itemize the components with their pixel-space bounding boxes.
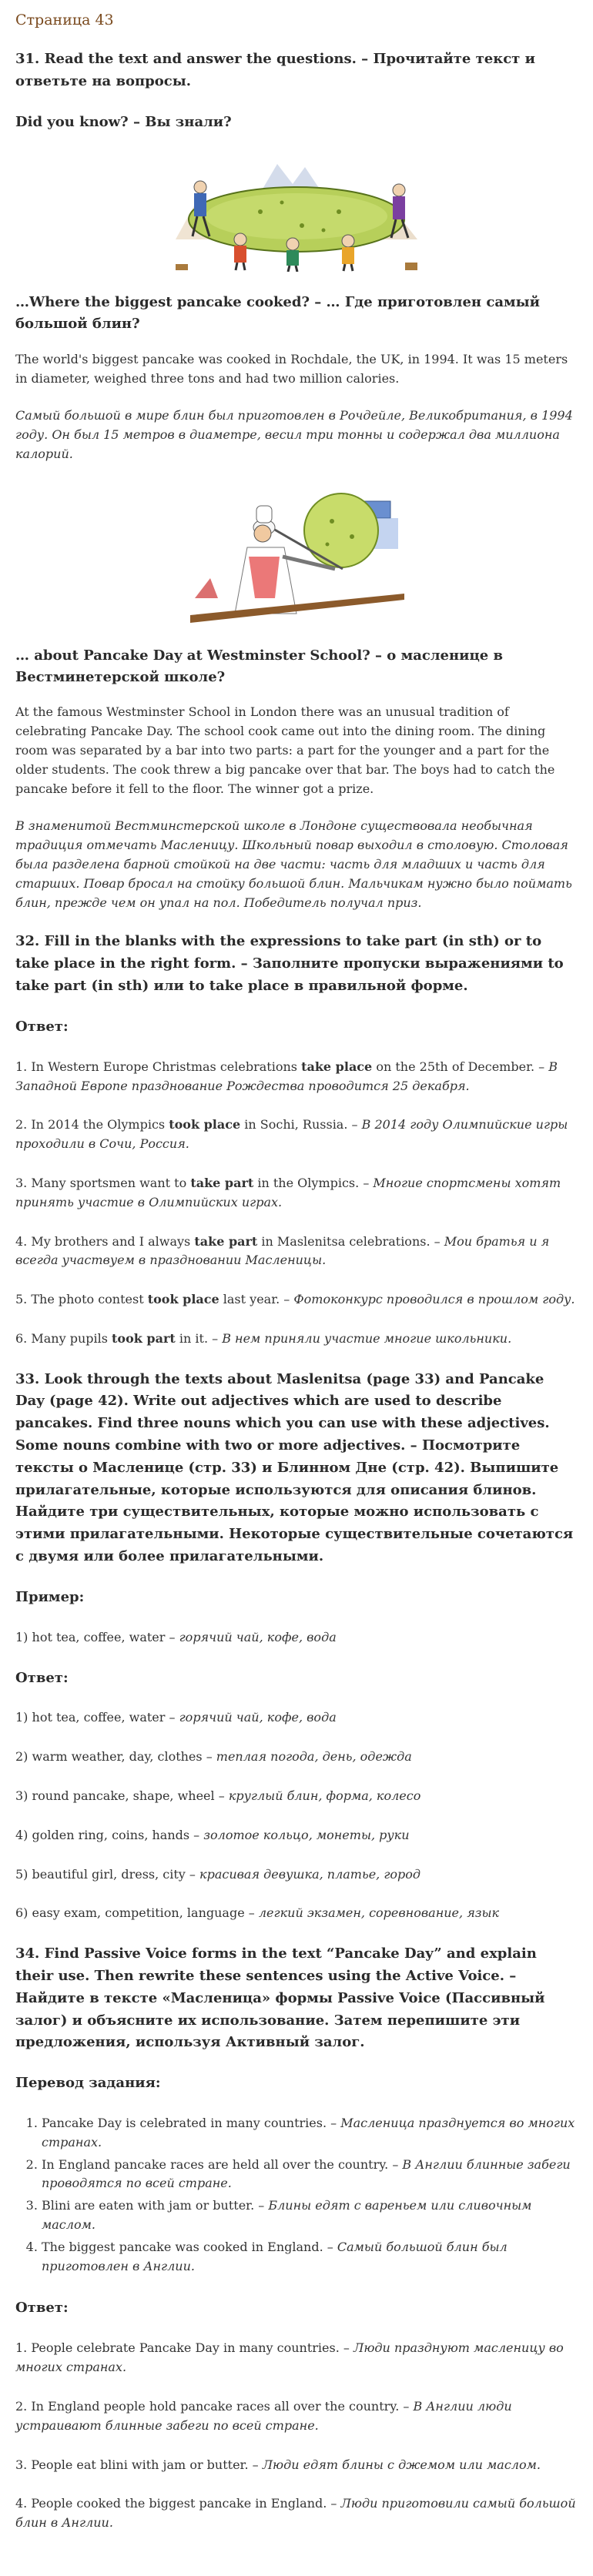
task-34-answers	[15, 2339, 578, 2533]
paragraph-westminster-ru: В знаменитой Вестминстерской школе в Лондоне существовала необычная традиция отмечать Масленицу. Школьный повар выходил в столовую. Столовая была разделена барной стойкой на две части: часть для младших и часть для старших. Повар бросал на стойку большой блин. Мальчикам нужно было поймать блин, прежде чем он упал на пол. Победитель получал приз.	[15, 818, 572, 910]
task-34-title: 34. Find Passive Voice forms in the text “Pancake Day” and explain their use. Then rewrite these sentences using the Active Voice. – Найдите в тексте «Масленица» формы Passive Voice (Пассивный залог) и объясните их использование. Затем перепишите эти предложения, используя Активный залог.	[15, 1945, 545, 2051]
task-34-translation-label: Перевод задания:	[15, 2075, 161, 2092]
list-item: 2. In 2014 the Olympics took place in Sochi, Russia. – В 2014 году Олимпийские игры проходили в Сочи, Россия.	[15, 1117, 568, 1152]
task-34-sentence-list	[15, 2114, 578, 2276]
list-item: 1. People celebrate Pancake Day in many countries. – Люди празднуют масленицу во многих странах.	[15, 2340, 564, 2375]
list-item: 1) hot tea, coffee, water – горячий чай, кофе, вода	[15, 1710, 337, 1725]
paragraph-biggest-pancake-en: The world's biggest pancake was cooked in Rochdale, the UK, in 1994. It was 15 meters in diameter, weighed three tons and had two million calories.	[15, 351, 568, 386]
list-item: 4. The biggest pancake was cooked in England. – Самый большой блин был приготовлен в Англии.	[42, 2238, 578, 2277]
list-item: 2) warm weather, day, clothes – теплая погода, день, одежда	[15, 1749, 412, 1765]
task-33-example-label: Пример:	[15, 1588, 85, 1605]
task-33-example: 1) hot tea, coffee, water – горячий чай, кофе, вода	[15, 1629, 337, 1644]
list-item: 5. The photo contest took place last year. – Фотоконкурс проводился в прошлом году.	[15, 1292, 575, 1307]
question-biggest-pancake: …Where the biggest pancake cooked? – … Где приготовлен самый большой блин?	[15, 293, 541, 332]
list-item: 1. Pancake Day is celebrated in many countries. – Масленица празднуется во многих странах.	[42, 2114, 578, 2153]
question-westminster-school: … about Pancake Day at Westminster School? – о масленице в Вестминетерской школе?	[15, 647, 504, 685]
list-item: 1. In Western Europe Christmas celebrations take place on the 25th of December. – В Западной Европе празднование Рождества проводится 25 декабря.	[15, 1059, 558, 1093]
list-item: 6) easy exam, competition, language – легкий экзамен, соревнование, язык	[15, 1905, 500, 1921]
task-33-answer-label: Ответ:	[15, 1669, 69, 1686]
list-item: 4. People cooked the biggest pancake in England. – Люди приготовили самый большой блин в Англии.	[15, 2496, 576, 2531]
paragraph-westminster-en: At the famous Westminster School in London there was an unusual tradition of celebrating Pancake Day. The school cook came out into the dining room. The dining room was separated by a bar into two parts: a part for the younger and a part for the older students. The cook threw a big pancake over that bar. The boys had to catch the pancake before it fell to the floor. The winner got a prize.	[15, 704, 555, 796]
page-header: Страница 43	[15, 12, 114, 28]
list-item: 3) round pancake, shape, wheel – круглый блин, форма, колесо	[15, 1788, 421, 1804]
giant-pancake-illustration	[169, 149, 424, 272]
task-32-title: 32. Fill in the blanks with the expressions to take part (in sth) or to take place in the right form. – Заполните пропуски выражениями to take part (in sth) или to take place в правильной форме.	[15, 933, 564, 995]
task-34-answer-label: Ответ:	[15, 2300, 69, 2317]
list-item: 2. In England people hold pancake races all over the country. – В Англии люди устраивают блинные забеги по всей стране.	[15, 2398, 512, 2433]
list-item: 3. People eat blini with jam or butter. – Люди едят блины с джемом или маслом.	[15, 2457, 541, 2472]
list-item: 4) golden ring, coins, hands – золотое кольцо, монеты, руки	[15, 1827, 410, 1842]
task-32-answers	[15, 1058, 578, 1349]
list-item: 6. Many pupils took part in it. – В нем приняли участие многие школьники.	[15, 1330, 512, 1346]
paragraph-biggest-pancake-ru: Самый большой в мире блин был приготовлен в Рочдейле, Великобритания, в 1994 году. Он был 15 метров в диаметре, весил три тонны и содержал два миллиона калорий.	[15, 408, 573, 461]
task-31-title: 31. Read the text and answer the questions. – Прочитайте текст и ответьте на вопросы.	[15, 51, 535, 90]
list-item: 3. Many sportsmen want to take part in the Olympics. – Многие спортсмены хотят принять участие в Олимпийских играх.	[15, 1175, 561, 1209]
task-33-answers	[15, 1708, 578, 1923]
task-33-title: 33. Look through the texts about Maslenitsa (page 33) and Pancake Day (page 42). Write out adjectives which are used to describe pancakes. Find three nouns which you can use with these adjectives. Some nouns combine with two or more adjectives. – Посмотрите тексты о Масленице (стр. 33) и Блинном Дне (стр. 42). Выпишите прилагательные, которые используются для описания блинов. Найдите три существительных, которые можно использовать с этими прилагательными. Некоторые существительные сочетаются с двумя или более прилагательными.	[15, 1370, 574, 1565]
did-you-know-heading: Did you know? – Вы знали?	[15, 114, 232, 131]
list-item: 5) beautiful girl, dress, city – красивая девушка, платье, город	[15, 1866, 421, 1882]
list-item: 4. My brothers and I always take part in Maslenitsa celebrations. – Мои братья и я всегда участвуем в праздновании Масленицы.	[15, 1233, 550, 1268]
task-32-answer-label: Ответ:	[15, 1018, 69, 1035]
cook-throwing-pancake-illustration	[181, 483, 412, 625]
list-item: 2. In England pancake races are held all over the country. – В Англии блинные забеги проводятся по всей стране.	[42, 2156, 578, 2194]
list-item: 3. Blini are eaten with jam or butter. – Блины едят с вареньем или сливочным маслом.	[42, 2196, 578, 2235]
